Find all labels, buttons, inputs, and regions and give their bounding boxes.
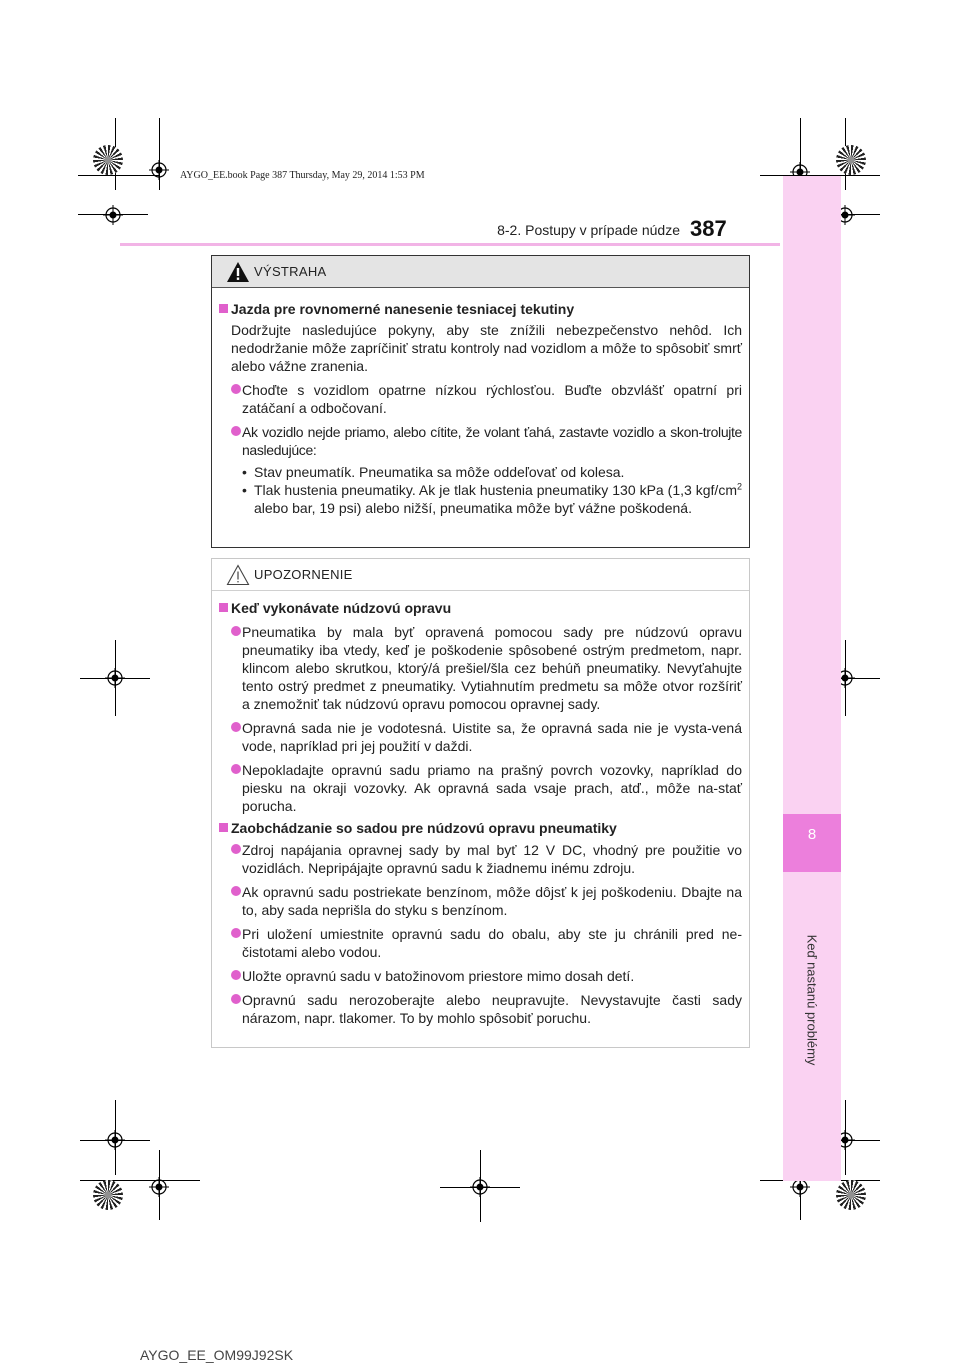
- section-title: 8-2. Postupy v prípade núdze: [497, 222, 680, 238]
- warning-label: VÝSTRAHA: [254, 264, 327, 279]
- list-item: Ak vozidlo nejde priamo, alebo cítite, že volant ťahá, zastavte vozidlo a skon-trolujte nasledujúce:: [219, 423, 742, 459]
- registration-star-icon: [93, 1180, 123, 1210]
- list-item: Pneumatika by mala byť opravená pomocou sady pre núdzovú opravu pneumatiky iba vtedy, keď je poškodenie spôsobené ostrým predmetom, napr. klincom alebo skrutkou, ktorý/á prešiel/šla cez behúň pneumatiky. Nevyťahujte tento ostrý predmet z pneumatiky. Vytiahnutím predmetu sa môže otvor rozšíriť a znemožniť tak núdzovú opravu pomocou opravnej sady.: [219, 623, 742, 713]
- registration-mark-icon: [103, 205, 123, 225]
- caution-box: [211, 558, 750, 1048]
- chapter-number: 8: [807, 826, 817, 843]
- circle-bullet-icon: [231, 384, 241, 394]
- list-item: Uložte opravnú sadu v batožinovom priestore mimo dosah detí.: [219, 967, 742, 985]
- circle-bullet-icon: [231, 722, 241, 732]
- warning-intro: Dodržujte nasledujúce pokyny, aby ste znížili nebezpečenstvo nehôd. Ich nedodržanie môže zapríčiniť stratu kontroly nad vozidlom a môže to spôsobiť smrť alebo vážne zranenia.: [231, 322, 742, 374]
- caution-content: [219, 599, 742, 1027]
- list-item: Zdroj napájania opravnej sady by mal byť 12 V DC, vhodný pre použitie vo vozidlách. Nepripájajte opravnú sadu k žiadnemu inému zdroju.: [219, 841, 742, 877]
- warning-heading: Jazda pre rovnomerné nanesenie tesniacej tekutiny: [219, 300, 742, 318]
- list-item: Ak opravnú sadu postriekate benzínom, môže dôjsť k jej poškodeniu. Dbajte na to, aby sada neprišla do styku s benzínom.: [219, 883, 742, 919]
- registration-mark-icon: [470, 1177, 490, 1197]
- chapter-title: Keď nastanú problémy: [804, 934, 820, 1066]
- sub-list-item: • Stav pneumatík. Pneumatika sa môže oddeľovať od kolesa.: [242, 464, 625, 480]
- list-item: Nepokladajte opravnú sadu priamo na prašný povrch vozovky, napríklad do piesku na okraji vozovky. Ak opravná sada vsaje prach, atď., môže na-stať porucha.: [219, 761, 742, 815]
- warning-header: [212, 256, 749, 288]
- caution-heading-repair: Keď vykonávate núdzovú opravu: [219, 599, 742, 617]
- circle-bullet-icon: [231, 844, 241, 854]
- registration-star-icon: [836, 145, 866, 175]
- circle-bullet-icon: [231, 928, 241, 938]
- caution-triangle-icon: [226, 564, 250, 586]
- list-item: Opravnú sadu nerozoberajte alebo neupravujte. Nevystavujte časti sady nárazom, napr. tlakomer. To by mohlo spôsobiť poruchu.: [219, 991, 742, 1027]
- chapter-tab: [783, 814, 841, 872]
- circle-bullet-icon: [231, 764, 241, 774]
- registration-star-icon: [93, 145, 123, 175]
- warning-triangle-icon: [226, 261, 250, 283]
- warning-box: [211, 255, 750, 548]
- sub-list-item: • Tlak hustenia pneumatiky. Ak je tlak hustenia pneumatiky 130 kPa (1,3 kgf/$cm^2$ alebo bar, 19 psi) alebo nižší, pneumatika môže byť vážne poškodená.: [242, 481, 742, 516]
- header-rule: [120, 243, 780, 246]
- circle-bullet-icon: [231, 626, 241, 636]
- warning-content: [219, 300, 742, 517]
- caution-label: UPOZORNENIE: [254, 567, 353, 582]
- square-bullet-icon: [219, 304, 228, 313]
- circle-bullet-icon: [231, 426, 241, 436]
- caution-header: [212, 559, 749, 591]
- circle-bullet-icon: [231, 994, 241, 1004]
- registration-mark-icon: [149, 1177, 169, 1197]
- registration-mark-icon: [105, 668, 125, 688]
- caution-heading-handling: Zaobchádzanie so sadou pre núdzovú opravu pneumatiky: [219, 819, 742, 837]
- list-item: Pri uložení umiestnite opravnú sadu do obalu, aby ste ju chránili pred ne-čistotami alebo vodou.: [219, 925, 742, 961]
- list-item: Opravná sada nie je vodotesná. Uistite sa, že opravná sada nie je vysta-vená vode, napríklad pri jej použití v daždi.: [219, 719, 742, 755]
- page-number: 387: [690, 216, 727, 241]
- list-item: Choďte s vozidlom opatrne nízkou rýchlosťou. Buďte obzvlášť opatrní pri zatáčaní a odbočovaní.: [219, 381, 742, 417]
- square-bullet-icon: [219, 603, 228, 612]
- square-bullet-icon: [219, 823, 228, 832]
- document-code: AYGO_EE_OM99J92SK: [140, 1347, 294, 1363]
- circle-bullet-icon: [231, 970, 241, 980]
- book-stamp: AYGO_EE.book Page 387 Thursday, May 29, 2014 1:53 PM: [180, 170, 425, 181]
- registration-mark-icon: [105, 1130, 125, 1150]
- registration-mark-icon: [149, 160, 169, 180]
- registration-star-icon: [836, 1180, 866, 1210]
- circle-bullet-icon: [231, 886, 241, 896]
